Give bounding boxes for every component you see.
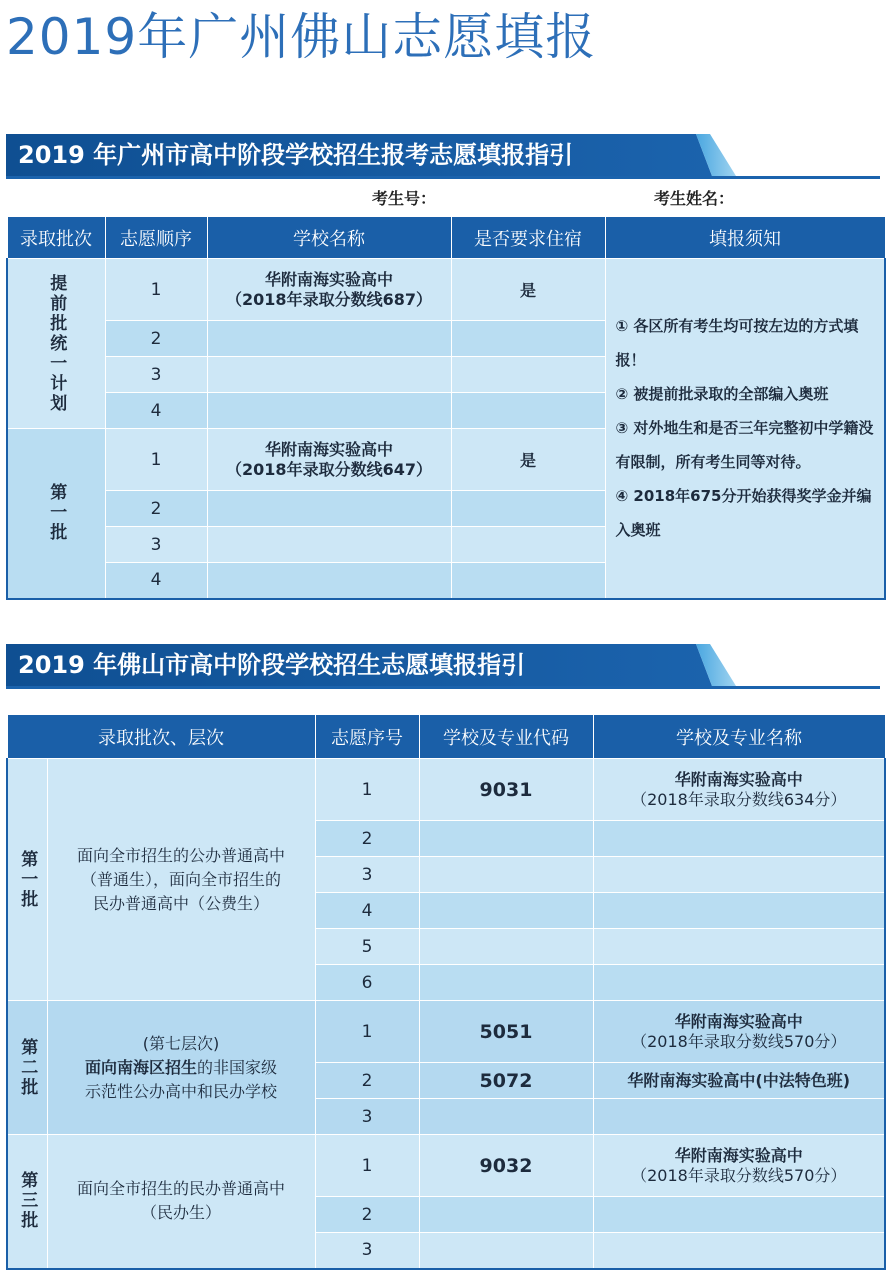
code-cell xyxy=(419,893,593,929)
student-name-label: 考生姓名： xyxy=(654,189,735,208)
header-order: 志愿顺序 xyxy=(105,217,207,259)
code-cell xyxy=(419,929,593,965)
code-cell: 5072 xyxy=(419,1063,593,1099)
order-cell: 2 xyxy=(105,491,207,527)
school-cell xyxy=(207,563,451,599)
batch-second: 第二批 xyxy=(7,1001,47,1135)
guangzhou-header-row xyxy=(7,217,885,259)
note-item: ③ 对外地生和是否三年完整初中学籍没有限制，所有考生同等对待。 xyxy=(615,419,874,472)
school-cell xyxy=(593,857,885,893)
order-cell: 2 xyxy=(315,1197,419,1233)
school-cell xyxy=(207,357,451,393)
notes-panel xyxy=(605,259,885,599)
header-notes: 填报须知 xyxy=(605,217,885,259)
dorm-cell xyxy=(451,321,605,357)
school-cell: 华附南海实验高中 （2018年录取分数线570分） xyxy=(593,1135,885,1197)
code-cell xyxy=(419,1233,593,1269)
order-cell: 4 xyxy=(105,393,207,429)
school-cell: 华附南海实验高中 （2018年录取分数线687） xyxy=(207,259,451,321)
note-item: ④ 2018年675分开始获得奖学金并编入奥班 xyxy=(615,487,872,540)
table-row xyxy=(7,259,885,321)
school-cell xyxy=(593,929,885,965)
student-number-label: 考生号： xyxy=(372,189,437,208)
header-code: 学校及专业代码 xyxy=(419,715,593,759)
order-cell: 6 xyxy=(315,965,419,1001)
guangzhou-banner-title: 2019 年广州市高中阶段学校招生报考志愿填报指引 xyxy=(18,141,574,169)
order-cell: 3 xyxy=(315,1099,419,1135)
dorm-cell: 是 xyxy=(451,259,605,321)
order-cell: 3 xyxy=(105,527,207,563)
batch-third: 第三批 xyxy=(7,1135,47,1269)
batch-level: 面向全市招生的民办普通高中 （民办生） xyxy=(47,1135,315,1269)
school-cell xyxy=(593,1197,885,1233)
order-cell: 1 xyxy=(105,429,207,491)
order-cell: 3 xyxy=(315,1233,419,1269)
foshan-banner xyxy=(6,644,880,690)
foshan-banner-title: 2019 年佛山市高中阶段学校招生志愿填报指引 xyxy=(18,651,526,679)
code-cell xyxy=(419,965,593,1001)
order-cell: 1 xyxy=(105,259,207,321)
header-school-name: 学校及专业名称 xyxy=(593,715,885,759)
guangzhou-banner xyxy=(6,134,880,180)
dorm-cell xyxy=(451,563,605,599)
order-cell: 1 xyxy=(315,1001,419,1063)
order-cell: 2 xyxy=(315,1063,419,1099)
school-cell xyxy=(207,393,451,429)
table-row xyxy=(7,1135,885,1197)
code-cell: 9031 xyxy=(419,759,593,821)
order-cell: 1 xyxy=(315,1135,419,1197)
header-school: 学校名称 xyxy=(207,217,451,259)
school-cell: 华附南海实验高中 （2018年录取分数线570分） xyxy=(593,1001,885,1063)
note-item: ② 被提前批录取的全部编入奥班 xyxy=(615,385,829,404)
school-cell: 华附南海实验高中 （2018年录取分数线647） xyxy=(207,429,451,491)
batch-first: 第一批 xyxy=(7,429,105,599)
dorm-cell xyxy=(451,393,605,429)
order-cell: 3 xyxy=(105,357,207,393)
school-cell xyxy=(207,527,451,563)
school-cell xyxy=(207,491,451,527)
header-order: 志愿序号 xyxy=(315,715,419,759)
school-cell xyxy=(593,893,885,929)
guangzhou-table xyxy=(6,216,886,600)
header-batch: 录取批次 xyxy=(7,217,105,259)
code-cell: 5051 xyxy=(419,1001,593,1063)
dorm-cell xyxy=(451,527,605,563)
school-cell: 华附南海实验高中 （2018年录取分数线634分） xyxy=(593,759,885,821)
batch-early: 提前批统一计划 xyxy=(7,259,105,429)
code-cell xyxy=(419,1197,593,1233)
header-batch-level: 录取批次、层次 xyxy=(7,715,315,759)
order-cell: 2 xyxy=(105,321,207,357)
school-cell xyxy=(593,821,885,857)
code-cell xyxy=(419,1099,593,1135)
foshan-table xyxy=(6,714,886,1270)
school-cell: 华附南海实验高中(中法特色班) xyxy=(593,1063,885,1099)
school-cell xyxy=(593,1099,885,1135)
dorm-cell xyxy=(451,491,605,527)
batch-first: 第一批 xyxy=(7,759,47,1001)
code-cell xyxy=(419,821,593,857)
note-item: ① 各区所有考生均可按左边的方式填报！ xyxy=(615,317,859,370)
order-cell: 4 xyxy=(315,893,419,929)
page-title: 2019年广州佛山志愿填报 xyxy=(6,8,597,66)
order-cell: 2 xyxy=(315,821,419,857)
school-cell xyxy=(207,321,451,357)
dorm-cell: 是 xyxy=(451,429,605,491)
school-cell xyxy=(593,1233,885,1269)
table-row xyxy=(7,759,885,821)
school-cell xyxy=(593,965,885,1001)
header-dorm: 是否要求住宿 xyxy=(451,217,605,259)
order-cell: 1 xyxy=(315,759,419,821)
code-cell: 9032 xyxy=(419,1135,593,1197)
batch-level: 面向全市招生的公办普通高中 （普通生），面向全市招生的 民办普通高中（公费生） xyxy=(47,759,315,1001)
dorm-cell xyxy=(451,357,605,393)
code-cell xyxy=(419,857,593,893)
order-cell: 3 xyxy=(315,857,419,893)
order-cell: 5 xyxy=(315,929,419,965)
foshan-header-row xyxy=(7,715,885,759)
table-row xyxy=(7,1001,885,1063)
order-cell: 4 xyxy=(105,563,207,599)
batch-level: (第七层次) 面向南海区招生的非国家级 示范性公办高中和民办学校 xyxy=(47,1001,315,1135)
